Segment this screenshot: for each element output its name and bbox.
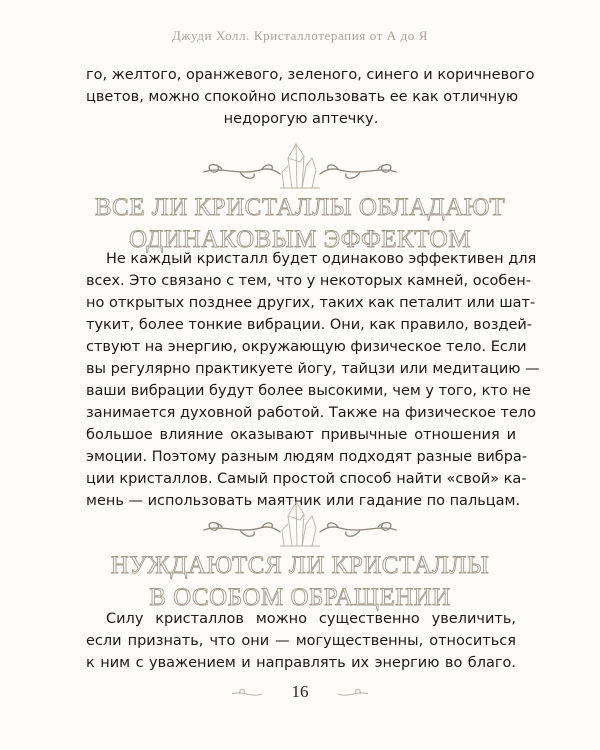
text-line: большое влияние оказывают привычные отношения и bbox=[86, 427, 516, 443]
section1-paragraph bbox=[86, 248, 540, 512]
running-head: Джуди Холл. Кристаллотерапия от А до Я bbox=[171, 28, 429, 43]
text-line: тукит, более тонкие вибрации. Они, как правило, воздей- bbox=[86, 317, 533, 333]
text-line: мень — использовать маятник или гадание по пальцам. bbox=[86, 493, 521, 509]
text-line: всех. Это связано с тем, что у некоторых камней, особен- bbox=[86, 273, 531, 289]
text-line: ции кристаллов. Самый простой способ найти «свой» ка- bbox=[86, 471, 527, 487]
section-heading-special-care bbox=[60, 550, 540, 614]
crystal-ornament-icon bbox=[200, 136, 400, 198]
text-line: но открытых позднее других, таких как петалит или шат- bbox=[86, 295, 536, 311]
text-line: ваши вибрации будут более высокими, чем у того, кто не bbox=[86, 383, 531, 399]
heading-line: ВСЕ ЛИ КРИСТАЛЛЫ ОБЛАДАЮТ bbox=[94, 194, 506, 221]
text-line: если признать, что они — могущественны, относиться bbox=[86, 633, 516, 649]
text-line: недорогую аптечку. bbox=[223, 111, 379, 127]
text-line: цветов, можно спокойно использовать ее как отличную bbox=[86, 89, 519, 105]
text-line: Не каждый кристалл будет одинаково эффективен для bbox=[106, 251, 537, 267]
page-number: 16 bbox=[291, 682, 309, 701]
text-line: го, желтого, оранжевого, зеленого, синего и коричневого bbox=[86, 67, 535, 83]
crystal-ornament-icon bbox=[200, 494, 400, 556]
heading-line: ОДИНАКОВЫМ ЭФФЕКТОМ bbox=[129, 226, 471, 253]
text-line: вы регулярно практикуете йогу, тайцзи или медитацию — bbox=[86, 361, 540, 377]
text-line: занимается духовной работой. Также на физическое тело bbox=[86, 405, 536, 421]
text-line: эмоции. Поэтому разным людям подходят разные вибра- bbox=[86, 449, 528, 465]
heading-line: НУЖДАЮТСЯ ЛИ КРИСТАЛЛЫ bbox=[110, 552, 490, 579]
text-line: Силу кристаллов можно существенно увеличить, bbox=[106, 611, 516, 627]
intro-paragraph bbox=[86, 64, 535, 130]
heading-line: В ОСОБОМ ОБРАЩЕНИИ bbox=[149, 584, 451, 611]
section-heading-uniform-effect bbox=[60, 192, 540, 256]
text-line: ствуют на энергию, окружающую физическое тело. Если bbox=[86, 339, 527, 355]
section2-paragraph bbox=[86, 608, 516, 674]
text-line: к ним с уважением и направлять их энергию во благо. bbox=[86, 655, 516, 671]
